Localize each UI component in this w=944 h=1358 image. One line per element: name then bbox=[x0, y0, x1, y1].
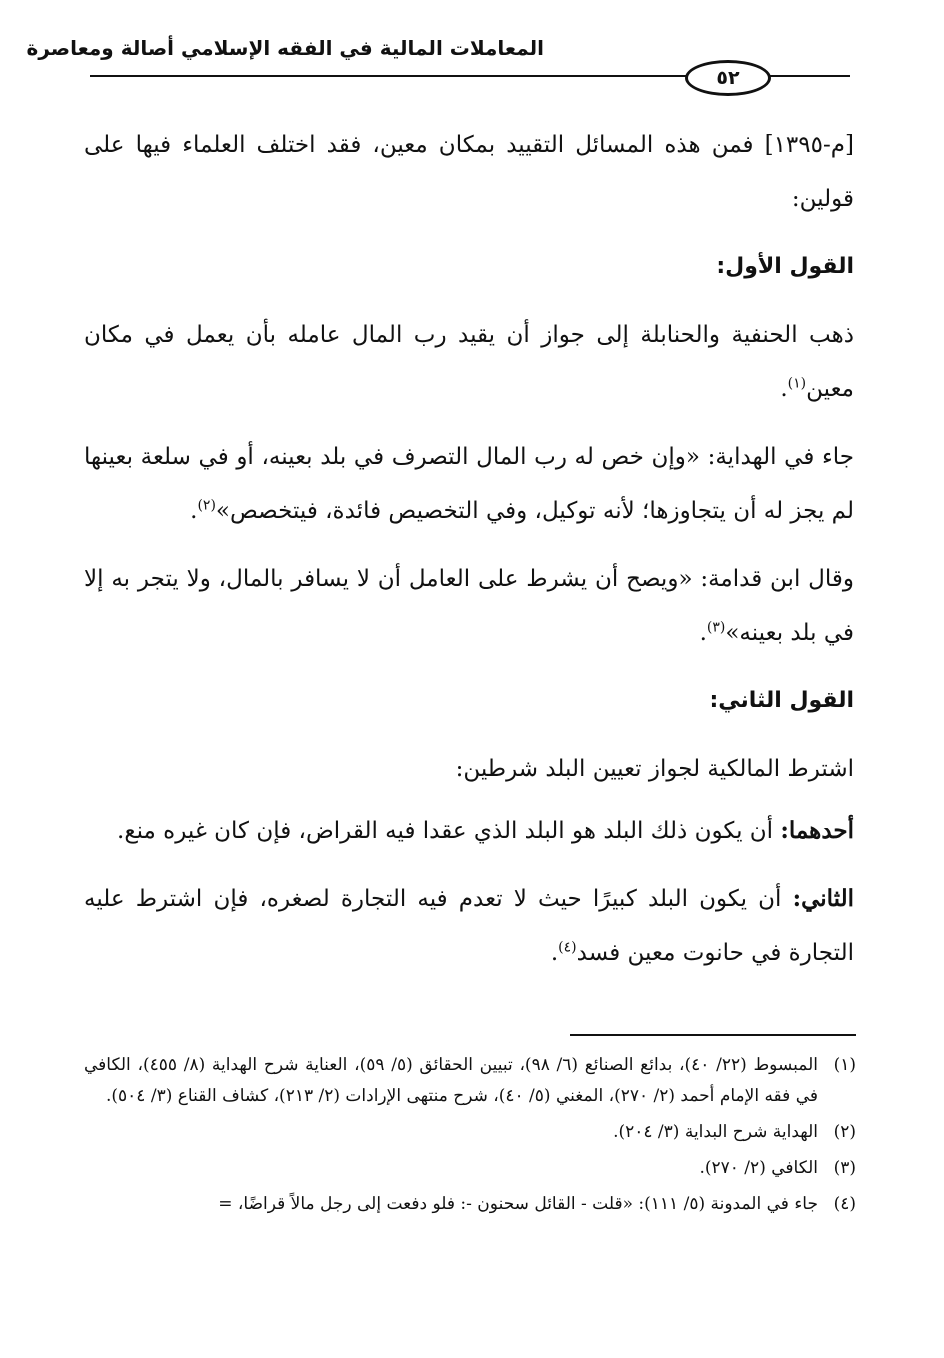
paragraph-intro bbox=[84, 118, 854, 226]
paragraph-text: أن يكون البلد كبيرًا حيث لا تعدم فيه التجارة لصغره، فإن اشترط عليه التجارة في حانوت معين فسد bbox=[84, 886, 854, 966]
heading-first-opinion: القول الأول: bbox=[716, 254, 854, 279]
condition-label: أحدهما: bbox=[780, 817, 854, 844]
paragraph-text: ذهب الحنفية والحنابلة إلى جواز أن يقيد رب المال عامله بأن يعمل في مكان معين bbox=[84, 322, 854, 402]
paragraph-condition-one bbox=[84, 804, 854, 858]
footnote-number: (٣) bbox=[833, 1158, 856, 1178]
paragraph-hidaya-quote: جاء في الهداية: «وإن خص له رب المال التصرف في بلد بعينه، أو في سلعة بعينها لم يجز له أن يتجاوزها؛ لأنه توكيل، وفي التخصيص فائدة، فيتخصص»$^{(٢)}$. bbox=[84, 444, 854, 524]
condition-label: الثاني: bbox=[792, 885, 855, 912]
footnote-text: الهداية شرح البداية (٣/ ٢٠٤). bbox=[613, 1122, 818, 1142]
paragraph-first-opinion: ذهب الحنفية والحنابلة إلى جواز أن يقيد رب المال عامله بأن يعمل في مكان معين$^{(١)}$. bbox=[84, 322, 854, 402]
footnote-text: جاء في المدونة (٥/ ١١١): «قلت - القائل سحنون -: فلو دفعت إلى رجل مالاً قراضًا، = bbox=[218, 1194, 818, 1214]
footnote-ref-2[interactable]: (٢) bbox=[197, 497, 216, 514]
footnote-number: (٢) bbox=[833, 1122, 856, 1142]
footnotes bbox=[84, 1050, 856, 1225]
footnote-text: الكافي (٢/ ٢٧٠). bbox=[699, 1158, 818, 1178]
footnote-item bbox=[84, 1117, 856, 1148]
heading-second-opinion: القول الثاني: bbox=[709, 688, 854, 713]
paragraph-text: اشترط المالكية لجواز تعيين البلد شرطين: bbox=[455, 756, 854, 782]
footnote-ref-1[interactable]: (١) bbox=[787, 375, 807, 392]
footnote-number: (٤) bbox=[833, 1194, 856, 1214]
footnote-item bbox=[84, 1189, 856, 1220]
footnote-ref-3[interactable]: (٣) bbox=[706, 619, 726, 636]
page-number: ٥٢ bbox=[716, 67, 740, 89]
running-title: المعاملات المالية في الفقه الإسلامي أصالة ومعاصرة bbox=[26, 36, 544, 60]
paragraph-text: جاء في الهداية: «وإن خص له رب المال التصرف في بلد بعينه، أو في سلعة بعينها لم يجز له أن يتجاوزها؛ لأنه توكيل، وفي التخصيص فائدة، فيتخصص» bbox=[84, 444, 854, 524]
footnote-number: (١) bbox=[833, 1055, 856, 1075]
footnote-ref-4[interactable]: (٤) bbox=[558, 939, 577, 956]
paragraph-ibn-qudama-quote: وقال ابن قدامة: «ويصح أن يشرط على العامل أن لا يسافر بالمال، ولا يتجر به إلا في بلد بعينه»$^{(٣)}$. bbox=[84, 566, 854, 646]
paragraph-text: وقال ابن قدامة: «ويصح أن يشرط على العامل أن لا يسافر بالمال، ولا يتجر به إلا في بلد بعينه» bbox=[84, 566, 854, 646]
footnote-item bbox=[84, 1153, 856, 1184]
issue-reference: [م-١٣٩٥] bbox=[764, 132, 854, 158]
paragraph-condition-two: الثاني: أن يكون البلد كبيرًا حيث لا تعدم فيه التجارة لصغره، فإن اشترط عليه التجارة في حانوت معين فسد$^{(٤)}$. bbox=[84, 885, 855, 966]
paragraph-text: فمن هذه المسائل التقييد بمكان معين، فقد اختلف العلماء فيها على قولين: bbox=[84, 132, 854, 212]
footnote-text: المبسوط (٢٢/ ٤٠)، بدائع الصنائع (٦/ ٩٨)، تبيين الحقائق (٥/ ٥٩)، العناية شرح الهداية (٨/ ٤٥٥)، الكافي في فقه الإمام أحمد (٢/ ٢٧٠)، المغني (٥/ ٤٠)، شرح منتهى الإرادات (٢/ ٢١٣)، كشاف القناع (٣/ ٥٠٤). bbox=[84, 1055, 818, 1106]
footnote-separator bbox=[570, 1034, 856, 1036]
page-number-badge bbox=[685, 60, 771, 96]
paragraph-text: أن يكون ذلك البلد هو البلد الذي عقدا فيه القراض، فإن كان غيره منع. bbox=[117, 818, 774, 844]
paragraph-maliki-conditions bbox=[84, 742, 854, 796]
main-text bbox=[84, 118, 854, 994]
footnote-item bbox=[84, 1050, 856, 1112]
